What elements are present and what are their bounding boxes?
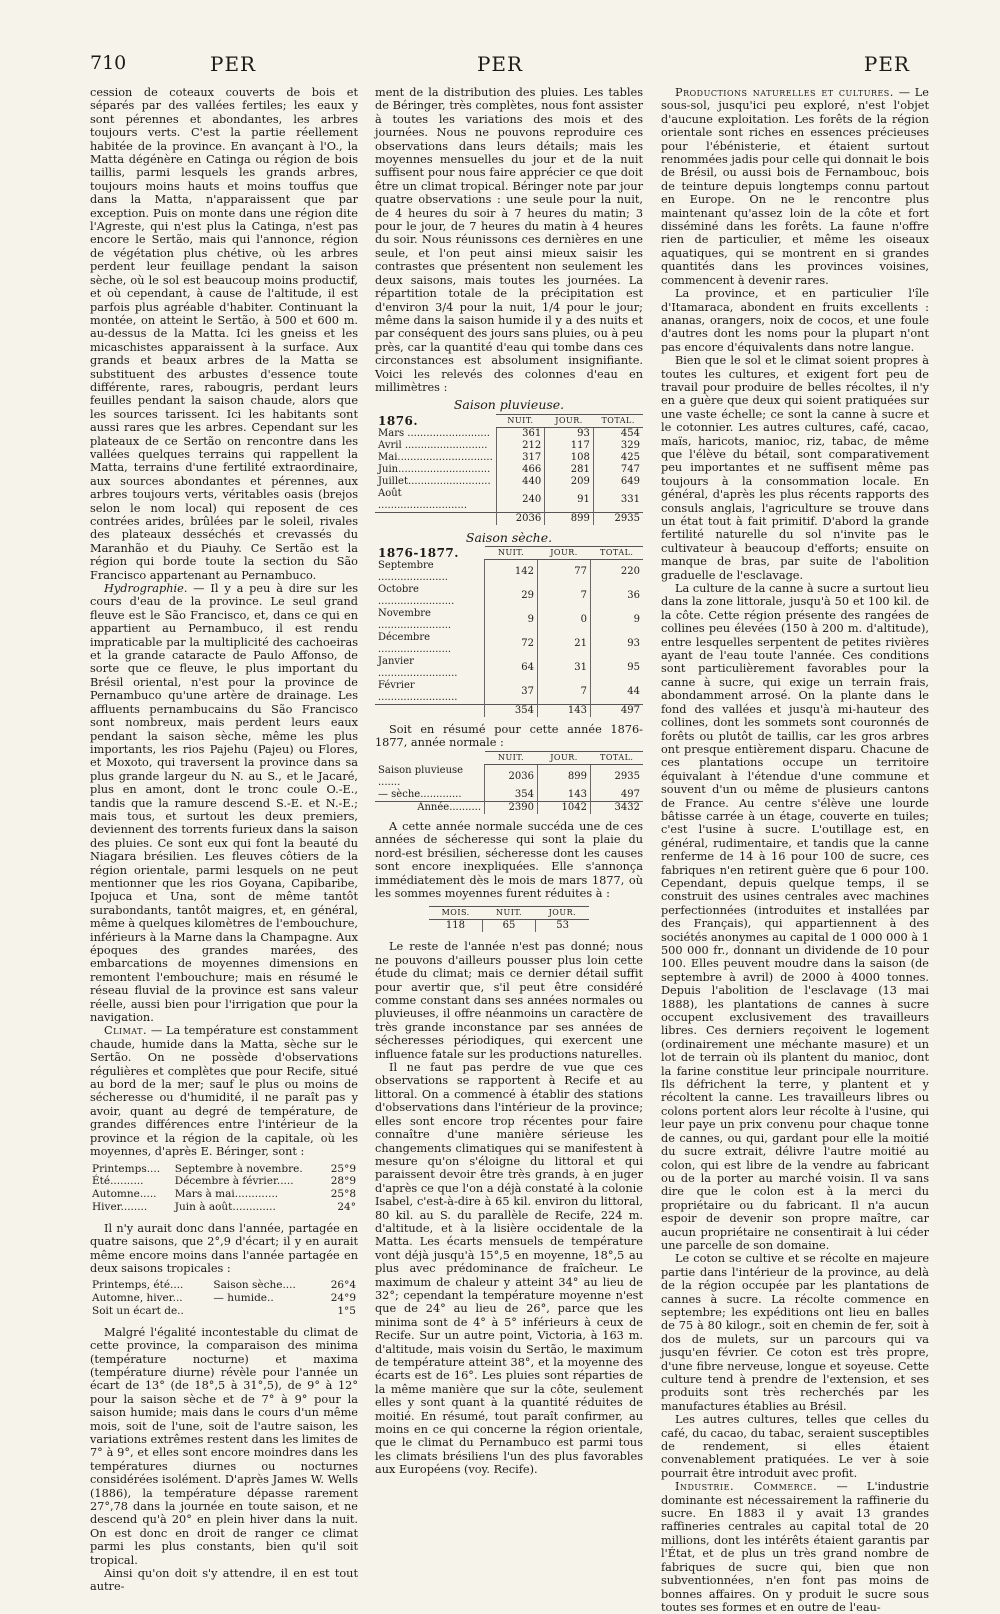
table-row: — sèche............. 354 143 497 xyxy=(375,789,643,802)
rain-table-wet-season xyxy=(375,414,643,525)
paragraph: cession de coteaux couverts de bois et séparés par des vallées fertiles; les eaux y sont pérennes et abondantes, les arbres toujours verts. C'est la partie réellement habitée de la province. En avançant à l'O., la Matta dégénère en Catinga ou région de bois taillis, parmi lesquels les grands arbres, toujours moins hauts et moins touffus que dans la Matta, n'apparaissent que par exception. Puis on monte dans une région dite l'Agreste, qui n'est plus la Catinga, n'est pas encore le Sertão, mais qui l'annonce, région de végétation plus chétive, où les arbres perdent leur feuillage pendant la saison sèche, où le sol est beaucoup moins productif, et où cependant, à cause de l'altitude, il est parfois plus agréable d'habiter. Continuant la montée, on atteint le Sertão, à 500 et 600 m. au-dessus de la Matta. Ici les gneiss et les micaschistes apparaissent à la surface. Aux grands et beaux arbres de la Matta se substituent des arbustes d'essence toute différente, rares, rabougris, perdant leurs feuilles pendant la saison chaude, alors que les sources tarissent. Ici les habitants sont aussi rares que les arbres. Cependant sur les plateaux de ce Sertão on rencontre dans les vallées quelques terrains qui rappellent la Matta, terrains d'une fertilité extraordinaire, aux sources abondantes et pérennes, aux arbres toujours verts, véritables oasis (brejos selon le nom local) qui reposent de ces contrées arides, brûlées par le soleil, rivales des plateaux desséchés et crevassés du Maranhão et du Piauhy. Ce Sertão est la région qui borde toute la section du São Francisco appartenant au Pernambuco. xyxy=(90,86,358,582)
table-header-row: 1876-1877. NUIT. JOUR. TOTAL. xyxy=(375,547,643,560)
paragraph: Le coton se cultive et se récolte en majeure partie dans l'intérieur de la province, au delà de la région occupée par les plantations de cannes à sucre. La récolte commence en septembre; les expéditions ont lieu en balles de 75 à 80 kilogr., soit en chemin de fer, soit à dos de mulets, sur un parcours qui va jusqu'en février. Ce coton est très propre, d'une fibre nerveuse, longue et soyeuse. Cette culture tend à prendre de l'extension, et ses produits sont très recherchés par les manufactures établies au Brésil. xyxy=(661,1252,929,1413)
header-center-word: PER xyxy=(476,52,524,76)
table-row: Octobre ........................ 29 7 36 xyxy=(375,584,643,608)
table-row: Septembre ...................... 142 77 220 xyxy=(375,560,643,584)
paragraph: Bien que le sol et le climat soient propres à toutes les cultures, et exigent fort peu de travail pour produire de belles récoltes, il n'y en a guère que deux qui soient pratiquées sur une vaste échelle; ce sont la canne à sucre et le cotonnier. Les autres cultures, café, cacao, maïs, haricots, manioc, riz, tabac, de même que l'élève du bétail, sont comparativement peu importantes et ne suffisent même pas toujours à la consommation locale. En général, d'après les plus récents rapports des consuls anglais, l'agriculture se trouve dans un état tout à fait primitif. D'abord la grande fertilité naturelle du sol n'invite pas le cultivateur à beaucoup d'efforts; ensuite on manque de bras, par suite de l'abolition graduelle de l'esclavage. xyxy=(661,354,929,582)
paragraph: Il ne faut pas perdre de vue que ces observations se rapportent à Recife et au littoral. On a commencé à établir des stations d'observations dans l'intérieur de la province; elles sont encore trop récentes pour faire connaître d'une manière sérieuse les changements climatiques qui se manifestent à mesure qu'on s'éloigne du littoral et qui paraissent devoir être très grands, à en juger d'après ce que l'on a déjà constaté à la colonie Isabel, c'est-à-dire à 65 kil. environ du littoral, 80 kil. au S. du parallèle de Recife, 224 m. d'altitude, et à la lisière occidentale de la Matta. Les écarts mensuels de température vont déjà jusqu'à 15°,5 en moyenne, 18°,5 au plus avec prédominance de fraîcheur. Le maximum de chaleur y atteint 34° au lieu de 32°; cependant la température moyenne n'est que de 24° au lieu de 26°, parce que les minima sont de 4° à 5° inférieurs à ceux de Recife. Sur un autre point, Victoria, à 163 m. d'altitude, mais voisin du Sertão, le maximum de température atteint 38°, et la moyenne des écarts est de 16°. Les pluies sont réparties de la même manière que sur la côte, seulement elles y sont quant à la quantité réduites de moitié. En résumé, tout paraît confirmer, au moins en ce qui concerne la région orientale, que le climat du Pernambuco est parmi tous les climats brésiliens l'un des plus favorables aux Européens (voy. Recife). xyxy=(375,1061,643,1477)
table-row: Juin............................. 466 281 747 xyxy=(375,464,643,476)
march-1877-table xyxy=(429,906,589,932)
table-row: Avril .......................... 212 117 329 xyxy=(375,440,643,452)
seasons-table xyxy=(90,1163,358,1214)
table-row: Novembre ....................... 9 0 9 xyxy=(375,608,643,632)
table-row: Janvier ......................... 64 31 95 xyxy=(375,656,643,680)
paragraph: A cette année normale succéda une de ces années de sécheresse qui sont la plaie du nord-est brésilien, sécheresse dont les causes sont encore inexpliquées. Elle s'annonça immédiatement dès le mois de mars 1877, où les sommes moyennes furent réduites à : xyxy=(375,819,643,900)
table-row: Saison pluvieuse ....... 2036 899 2935 xyxy=(375,765,643,789)
annual-summary-table xyxy=(375,751,643,814)
table-row: Mars .......................... 361 93 454 xyxy=(375,427,643,440)
rain-table-dry-season xyxy=(375,546,643,717)
table-row: Printemps.... Septembre à novembre. 25°9 xyxy=(92,1162,356,1175)
section-label: Industrie. Commerce. xyxy=(675,1480,818,1494)
section-label: Productions naturelles et cultures. xyxy=(675,86,894,99)
paragraph: Les autres cultures, telles que celles du café, du cacao, du tabac, seraient susceptibles de rendement, si elles étaient convenablement pratiquées. Le ver à soie pourrait être introduit avec profit. xyxy=(661,1413,929,1480)
table-row: Août ............................ 240 91 331 xyxy=(375,488,643,513)
header-right-word: PER xyxy=(863,52,910,76)
header-left-word: PER xyxy=(210,52,257,76)
table-header-row: 1876. NUIT. JOUR. TOTAL. xyxy=(375,414,643,427)
table-total-row: 2036 899 2935 xyxy=(375,512,643,525)
paragraph: Soit en résumé pour cette année 1876-1877, année normale : xyxy=(375,722,643,750)
table-total-row: 354 143 497 xyxy=(375,704,643,717)
page-number: 710 xyxy=(90,52,127,74)
paragraph: Ainsi qu'on doit s'y attendre, il en est tout autre- xyxy=(90,1567,358,1594)
paragraph: Il n'y aurait donc dans l'année, partagée en quatre saisons, que 2°,9 d'écart; il y en aurait même encore moins dans l'année partagée en deux saisons tropicales : xyxy=(90,1221,358,1275)
table-row: Soit un écart de.. 1°5 xyxy=(92,1304,356,1317)
table-row: Printemps, été.... Saison sèche.... 26°4 xyxy=(92,1279,356,1292)
column-2 xyxy=(375,86,643,1477)
table-row: Février ......................... 37 7 44 xyxy=(375,680,643,705)
table-row: Juillet.......................... 440 209 649 xyxy=(375,476,643,488)
table-total-row: Année.......... 2390 1042 3432 xyxy=(375,801,643,814)
table-row: Automne..... Mars à mai............. 25°8 xyxy=(92,1188,356,1201)
paragraph-productions: Productions naturelles et cultures. — Le sous-sol, jusqu'ici peu exploré, n'est l'objet d'aucune exploitation. Les forêts de la région orientale sont riches en essences précieuses pour l'ébénisterie, et étaient surtout renommées jadis pour celle qui donnait le bois de Brésil, ou aussi bois de Fernambouc, bois de teinture depuis longtemps connu partout en Europe. On ne le rencontre plus maintenant qu'assez loin de la côte et fort disséminé dans les forêts. La faune n'offre rien de particulier, et même les oiseaux aquatiques, qui se montrent en si grandes quantités dans les provinces voisines, commencent à devenir rares. xyxy=(661,86,929,287)
running-header xyxy=(90,52,910,86)
paragraph-industrie: Industrie. Commerce. — L'industrie dominante est nécessairement la raffinerie du sucre. En 1883 il y avait 13 grandes raffineries centrales au capital total de 20 millions, dont les intérêts étaient garantis par l'État, et de plus un très grand nombre de fabriques de sucre qui, bien que non subventionnées, n'en font pas moins de bonnes affaires. On y produit le sucre sous toutes ses formes et en outre de l'eau- xyxy=(661,1480,929,1614)
paragraph: La culture de la canne à sucre a surtout lieu dans la zone littorale, jusqu'à 50 et 100 kil. de la côte. Cette région présente des rangées de collines peu élevées (150 à 200 m. d'altitude), entre lesquelles serpentent de petites rivières ayant de l'eau toute l'année. Ces conditions sont particulièrement favorables pour la canne à sucre, qui exige un terrain frais, abondamment arrosé. On la plante dans le fond des vallées et jusqu'à mi-hauteur des collines, dont les sommets sont couronnés de forêts ou plutôt de taillis, car les gros arbres ont presque entièrement disparu. Chacune de ces plantations occupe un territoire équivalant à l'étendue d'une commune et souvent d'un ou même de plusieurs cantons de France. Au centre s'élève une lourde bâtisse carrée à un étage, couverte en tuiles; c'est l'usine à sucre. L'outillage est, en général, rudimentaire, et tandis que la canne renferme de 14 à 16 pour 100 de sucre, ces fabriques n'en retirent guère que 6 pour 100. Cependant, depuis quelque temps, il se construit des usines centrales avec machines perfectionnées (introduites et installées par des Français), qui appartiennent à des sociétés anonymes au capital de 1 000 000 à 1 500 000 fr., donnant un dividende de 10 pour 100. Elles peuvent moudre dans la saison (de septembre à avril) de 2000 à 4000 tonnes. Depuis l'abolition de l'esclavage (13 mai 1888), les plantations de cannes à sucre occupent exclusivement des travailleurs libres. Ces derniers reçoivent le logement (ordinairement une méchante masure) et un lot de terrain où ils plantent du manioc, dont la farine constitue leur principale nourriture. Ils défrichent la terre, y plantent et y récoltent la canne. Les travailleurs libres ou colons portent alors leur récolte à l'usine, qui leur paye un prix convenu pour chaque tonne de cannes, ou qui, gardant pour elle la moitié du sucre extrait, délivre l'autre moitié au colon, qui est libre de la vendre au fabricant ou de la porter au marché voisin. Il va sans dire que le colon est à la merci du propriétaire ou du fabricant. Il n'a aucun espoir de devenir son propre maître, car aucun propriétaire ne consentirait à lui céder une parcelle de son domaine. xyxy=(661,582,930,1252)
paragraph: La province, et en particulier l'île d'Itamaraca, abondent en fruits excellents : ananas, orangers, noix de cocos, et une foule d'autres dont les noms pour la plupart n'ont pas encore d'équivalents dans notre langue. xyxy=(661,287,929,354)
paragraph-hydrographie: Hydrographie. — Il y a peu à dire sur les cours d'eau de la province. Le seul grand fleuve est le São Francisco, et, dans ce qui en appartient au Pernambuco, il est rendu impraticable par la multiplicité des cachoeiras et la grande cataracte de Paulo Affonso, de sorte que ce fleuve, le plus important du Brésil oriental, n'est pour la province de Pernambuco qu'une artère de drainage. Les affluents pernambucains du São Francisco sont nombreux, mais perdent leurs eaux pendant la saison sèche, même les plus importants, les rios Pajehu (Pajeu) ou Flores, et Moxoto, qui traversent la province dans sa plus grande largeur du N. au S., et le Jacaré, plus en amont, dont le tronc coule O.-E., tandis que la ramure descend S.-E. et N.-E.; mais tous, et surtout les deux premiers, deviennent des torrents furieux dans la saison des pluies. Ce sont eux qui font la beauté du Niagara brésilien. Les fleuves côtiers de la région orientale, parmi lesquels on ne peut mentionner que les rios Goyana, Capibaribe, Ipojuca et Una, sont de même tantôt surabondants, tantôt maigres, et, en général, même à quelques kilomètres de l'embouchure, inférieurs à la Marne dans la Champagne. Aux époques des grandes marées, des embarcations de moyennes dimensions en remontent l'embouchure; mais en résumé le réseau fluvial de la province est sans valeur réelle, aussi bien pour l'irrigation que pour la navigation. xyxy=(90,582,358,1025)
paragraph: Malgré l'égalité incontestable du climat de cette province, la comparaison des minima (température nocturne) et maxima (température diurne) révèle pour l'année un écart de 13° (de 18°,5 à 31°,5), de 9° à 12° pour la saison sèche et de 7° à 9° pour la saison humide; mais dans le cours d'un même mois, soit de l'une, soit de l'autre saison, les variations extrêmes restent dans les limites de 7° à 9°, et elles sont encore moindres dans les températures diurnes ou nocturnes considérées isolément. D'après James W. Wells (1886), la température dépasse rarement 27°,78 dans la journée en toute saison, et ne descend qu'à 20° en plein hiver dans la nuit. On est donc en droit de ranger ce climat parmi les plus constants, bien qu'il soit tropical. xyxy=(90,1325,358,1567)
table-header-row: MOIS. NUIT. JOUR. xyxy=(429,907,589,920)
table-title: Saison sèche. xyxy=(465,529,553,545)
section-label: Hydrographie. xyxy=(104,582,188,596)
column-1 xyxy=(90,86,358,1594)
table-title: Saison pluvieuse. xyxy=(453,397,565,413)
column-3 xyxy=(661,86,930,1614)
two-seasons-table xyxy=(90,1279,358,1317)
table-row: Automne, hiver... — humide.. 24°9 xyxy=(92,1292,356,1305)
table-header-row: NUIT. JOUR. TOTAL. xyxy=(375,752,643,765)
table-row: Mai.............................. 317 108 425 xyxy=(375,452,643,464)
table-row: Hiver........ Juin à août............. 24° xyxy=(92,1200,356,1213)
table-row: Été.......... Décembre à février..... 28°9 xyxy=(92,1175,356,1188)
paragraph-climat: Climat. — La température est constamment chaude, humide dans la Matta, sèche sur le Sertão. On ne possède d'observations régulières et complètes que pour Recife, situé au bord de la mer; sauf le plus ou moins de sécheresse ou d'humidité, il ne paraît pas y avoir, quant au degré de température, de grandes différences entre l'intérieur de la province et la région de la capitale, où les moyennes, d'après E. Béringer, sont : xyxy=(90,1024,358,1159)
table-row: Décembre ....................... 72 21 93 xyxy=(375,632,643,656)
paragraph: Le reste de l'année n'est pas donné; nous ne pouvons d'ailleurs pousser plus loin cette étude du climat; mais ce dernier détail suffit pour avertir que, s'il peut être considéré comme constant dans ses années normales ou pluvieuses, il offre néanmoins un caractère de très grande inconstance par ses années de sécheresses périodiques, qui exercent une influence fatale sur les productions naturelles. xyxy=(375,940,643,1061)
paragraph: ment de la distribution des pluies. Les tables de Béringer, très complètes, nous font assister à toutes les variations des mois et des journées. Nous ne pouvons reproduire ces observations dans leurs détails; mais les moyennes mensuelles du jour et de la nuit suffisent pour nous faire apprécier ce que doit être un climat tropical. Béringer note par jour quatre observations : une seule pour la nuit, de 4 heures du soir à 7 heures du matin; 3 pour le jour, de 7 heures du matin à 4 heures du soir. Nous réunissons ces dernières en une seule, et l'on peut ainsi mieux saisir les contrastes que présentent non seulement les deux saisons, mais toutes les journées. La répartition totale de la précipitation est d'environ 3/4 pour la nuit, 1/4 pour le jour; même dans la saison humide il y a des nuits et par conséquent des jours sans pluies, ou à peu près, car la quantité d'eau qui tombe dans ces circonstances est absolument insignifiante. Voici les relevés des colonnes d'eau en millimètres : xyxy=(375,86,643,394)
table-row: 118 65 53 xyxy=(429,920,589,933)
section-label: Climat. xyxy=(104,1024,148,1038)
